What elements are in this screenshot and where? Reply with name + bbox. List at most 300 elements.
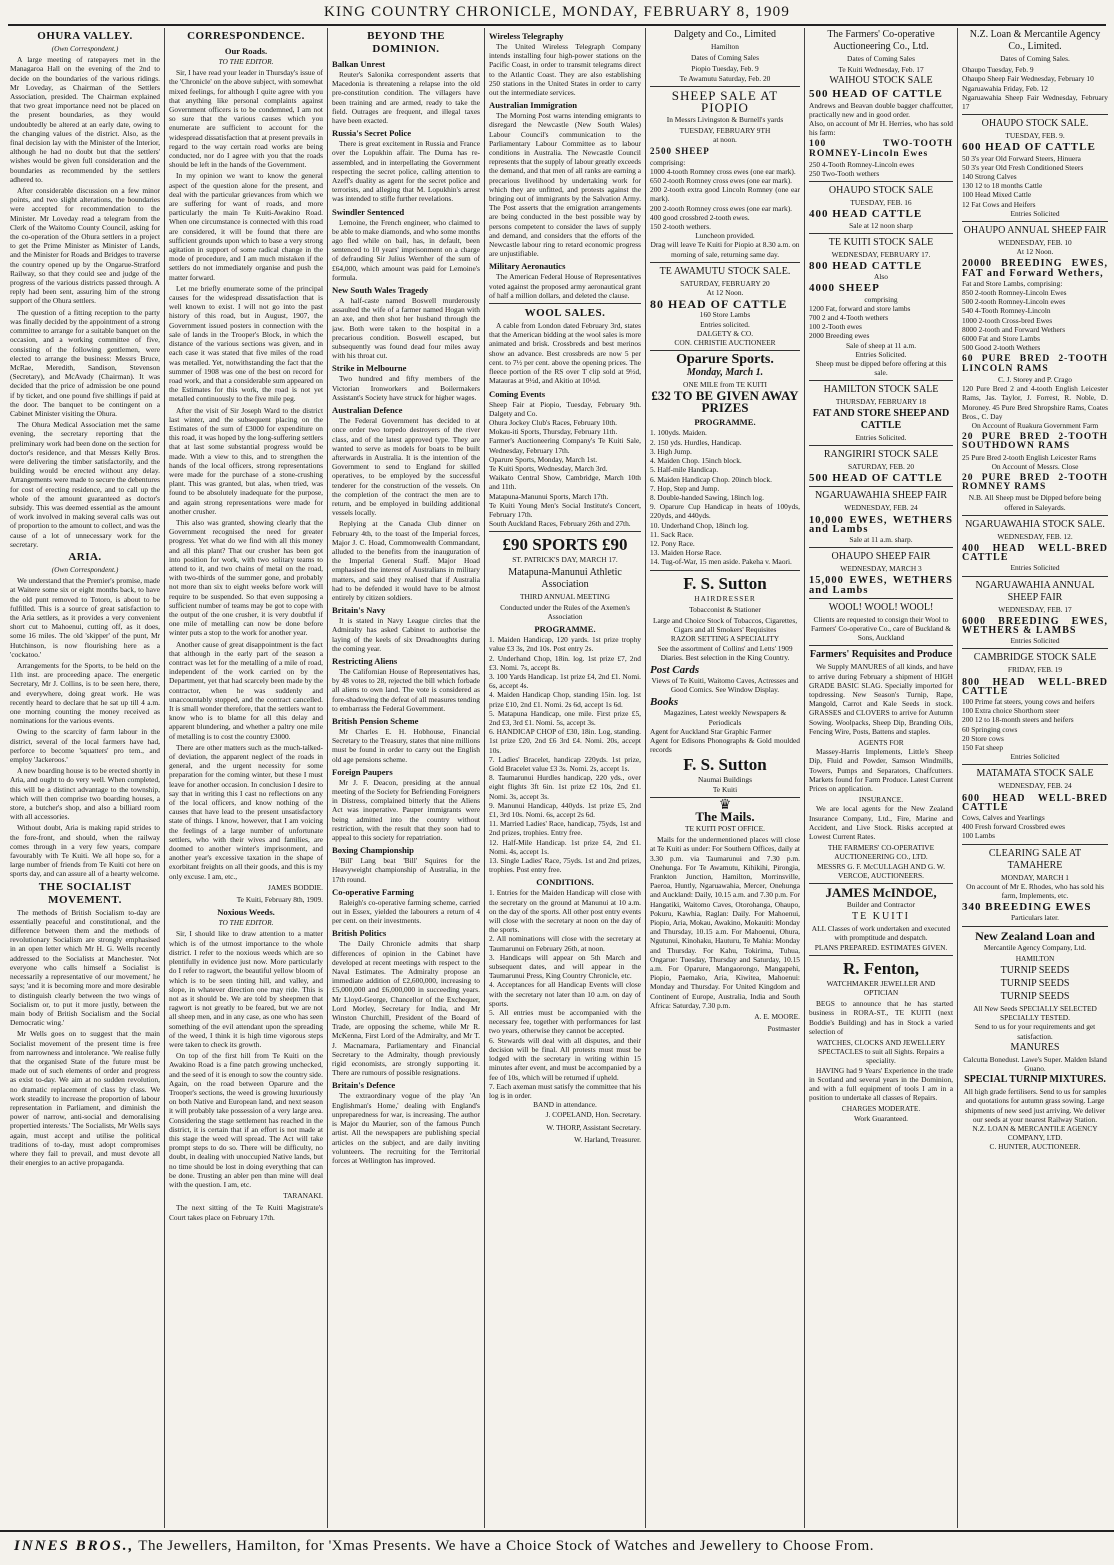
- column-wireless-sports: [489, 28, 641, 1525]
- lot-item: 1000 2-tooth Cross-bred Ewes: [962, 315, 1053, 325]
- sale-dates-list: [962, 65, 1108, 111]
- programme-item: 6. HANDICAP CHOP of £30, 18in. Log, standing. 1st prize £20, 2nd £6 3rd £4. Nomi. 20s, accept 10s.: [489, 727, 641, 755]
- news-paragraph: Replying at the Canada Club dinner on February 4th, to the toast of the Imperial forces, Major J. C. Hoad, Commonwealth Commandant, alluded to the benefits from the inauguration of the Imperial General Staff. Major Hoad emphasised the interest of Australians in military matters, and said they realised that if Australia had to be defended it would have to be almost entirely by citizen soldiers.: [332, 519, 480, 602]
- news-paragraph: Reuter's Salonika correspondent asserts that Macedonia is threatening a relapse into the old pre-constitution condition. The villagers have been training and are armed, ready to take the field. Outrages are frequent, and illegal taxes have been exacted.: [332, 70, 480, 126]
- lot-item: 1000 4-tooth Romney cross ewes (one ear mark).: [650, 166, 796, 176]
- letter-addressee: TO THE EDITOR.: [218, 918, 274, 928]
- news-heading: Foreign Paupers: [332, 766, 393, 777]
- lot-label: 20 PURE BRED 2-TOOTH ROMNEY RAMS: [962, 472, 1108, 493]
- lot: [962, 259, 1108, 277]
- news-heading: Strike in Melbourne: [332, 363, 407, 374]
- programme-heading: PROGRAMME.: [694, 417, 756, 428]
- letter-signature: JAMES BODDIE.: [267, 882, 323, 892]
- lot-item: 20 Store cows: [962, 733, 1004, 743]
- article-paragraph: Mr Wells goes on to suggest that the main Socialist movement of the present time is free from narrowness and intolerance. 'We realise fully that the organised State of the future must be made out of such elements of order and progress as exist to-day. We aim at no sudden revolution, no dramatic replacement of class by class. We work steadily to increase the proportion of labour representation in Parliament, and diminish the power of narrow, anti-social and demoralising propertied interests.' The Socialists, Mr Wells says again, must accept and utilise the political traditions of to-day, must adopt compromises where they fail to prevail, and must devote all their energies to an active propaganda.: [10, 1029, 160, 1168]
- entries-note: Entries solicited.: [700, 319, 750, 329]
- divider: [962, 576, 1108, 577]
- event-item: Ohura Jockey Club's Races, February 10th.: [489, 417, 617, 427]
- programme-item: 5. Matapuna Handicap, one mile. First prize £5, 2nd £3, 3rd £1. Nomi. 5s, accept 3s.: [489, 708, 641, 727]
- fenton-spectacles: SPECTACLES to suit all Sights. Repairs a speciality.: [817, 1047, 945, 1066]
- lot-item: 100 Head Mixed Cattle: [962, 190, 1032, 200]
- lot: [809, 262, 953, 271]
- nz-loan-town: HAMILTON: [1015, 953, 1055, 963]
- news-heading: Britain's Navy: [332, 605, 386, 616]
- divider: [962, 764, 1108, 765]
- condition-item: 4. Acceptances for all Handicap Events will close with the secretary not later than 10 a.m. on day of sports.: [489, 980, 641, 1008]
- news-paragraph: The Federal Government has decided to at once order two torpedo destroyers of the river class, and of the latest approved type. They are wanted to serve as models for boats to be built afterwards in Australia. It is the intention of the Government to send to England for skilled operatives, to be employed by the successful tenderer for the construction of the vessels. On the completion of the contract the men are to return, and be employed in building additional vessels locally.: [332, 416, 480, 518]
- sale-date: WEDNESDAY, FEB. 24: [844, 503, 918, 513]
- news-paragraph: There is great excitement in Russia and France over the Lopukhin affair. The Duma has re-assembled, and in interpellating the Government respecting the secret police, calling attention to Azeff's duality as agent for the secret police and terrorists, and alleging that M. Lopukhin's arrest was intended to stifle further revelations.: [332, 139, 480, 204]
- lot-text: 25 Pure Bred 2-tooth English Leicester Rams: [962, 452, 1097, 462]
- lot-item: 200 12 to 18-month steers and heifers: [962, 715, 1074, 725]
- post-cards-heading: Post Cards: [650, 663, 700, 676]
- lot-item: 540 4-Tooth Romney-Lincoln: [962, 306, 1051, 316]
- news-heading: Russia's Secret Police: [332, 128, 412, 139]
- divider: [489, 303, 641, 304]
- news-heading: Co-operative Farming: [332, 886, 414, 897]
- programme-item: 1. 100yds. Maiden.: [650, 428, 707, 438]
- lot-text: Fat and Store Lambs, comprising:: [962, 278, 1063, 288]
- sale-title: NGARUAWAHIA SHEEP FAIR: [815, 490, 947, 502]
- lot-account: On Account of Ruakura Government Farm: [971, 420, 1099, 430]
- programme-item: 4. Maiden Handicap Chop, standing 15in. log. 1st prize £10, 2nd £1. Nomi. 2s 6d, accept 1s 6d.: [489, 690, 641, 709]
- sale-date: WEDNESDAY, FEB. 24: [998, 781, 1072, 791]
- agents-heading: AGENTS FOR: [858, 737, 904, 747]
- news-heading: Military Aeronautics: [489, 261, 566, 272]
- divider: [962, 844, 1108, 845]
- entries-note: Entries Solicited: [1010, 208, 1060, 218]
- programme-item: 14. Tug-of-War, 15 men aside. Pakeha v. Maori.: [650, 557, 792, 567]
- masthead-rule: [8, 24, 1106, 26]
- letter-paragraph: There are other matters such as the much-talked-of deviation, the apparent neglect of the roads in general, and the urgent necessity for some preparation for the coming winter, but these I must leave for another occasion. In conclusion I desire to say that in writing this I cast no reflections on any of the local officers, and know nothing of the causes that have lead to the present unsatisfactory state of things. I know, however, that I am voicing the feelings of a large number of unfortunate settlers, who with their wives and families, are doomed to another winter's imprisonment, and another year's excessive taxation in the shape of exorbitant freights on all their goods, and this is my only excuse. I am, etc.,: [169, 742, 323, 881]
- lot-label: 20000 BREEDING EWES, FAT and Forward Wethers,: [962, 258, 1108, 279]
- divider: [962, 926, 1108, 927]
- lot-text: 120 Pure Bred 2 and 4-tooth English Leicester Rams, Jas. Taylor, J. Forrest, R. Noble, D. Moroney. 45 Pure Bred Shropshire Rams, Coates Bros., C. Day: [962, 384, 1108, 421]
- lot-item: comprising:: [650, 157, 686, 167]
- programme-item: 3. High Jump.: [650, 446, 692, 456]
- signature: W. Harland, Treasurer.: [574, 1134, 641, 1144]
- conditions-list: [489, 888, 641, 1100]
- signature: Postmaster: [767, 1024, 800, 1034]
- news-paragraph: Mr J. F. Deacon, presiding at the annual meeting of the Society for Befriending Foreigners in Distress, complained bitterly that the Aliens Act was inoperative. Pauper immigrants were being admitted into the country without restriction, with the result that they soon had to appeal to this society for repatriation.: [332, 777, 480, 843]
- lot: [809, 140, 953, 158]
- article-paragraph: We understand that the Premier's promise, made at Waitere some six or eight months back, to have the old punt removed to Totoro, is about to be fulfilled. This is a source of great satisfaction to the Aria settlers, as it provides a very convenient short cut to Mahoenui, cutting off, as it does, some 16 miles. The old 'skipper' of the punt, Mr Hutchinson, is now flourishing here as a 'cockatoo.': [10, 576, 160, 659]
- column-ohura: [10, 28, 160, 1525]
- sale-time: at noon.: [713, 135, 737, 145]
- programme-item: 8. Taumarunui Hurdles handicap, 220 yds., over eight flights 3ft 6in. 1st prize £2 10s, 2nd £1. Nomi. 3s, accept 3s.: [489, 773, 641, 801]
- programme-item: 10. Underhand Chop, 18inch log.: [650, 520, 749, 530]
- entries-note: Entries Solicited.: [855, 432, 907, 442]
- sheep-lot-label: 2500 SHEEP: [650, 146, 710, 157]
- column-divider: [957, 28, 958, 1528]
- programme-item: 2. 150 yds. Hurdles, Handicap.: [650, 437, 742, 447]
- lot-item: 400 Fresh forward Crossbred ewes: [962, 822, 1066, 832]
- column-beyond-dominion: [332, 28, 480, 1525]
- column-correspondence: [169, 28, 323, 1525]
- news-heading: Balkan Unrest: [332, 59, 386, 69]
- requisites-heading: Farmers' Requisites and Produce: [809, 649, 953, 661]
- divider: [809, 181, 953, 182]
- lot-item: 850 2-tooth Romney-Lincoln Ewes: [962, 288, 1067, 298]
- agent-note: Agent for Edisons Phonographs & Gold moulded records: [650, 735, 800, 755]
- sale-title: TE KUITI STOCK SALE: [828, 236, 934, 248]
- sutton-stock: Large and Choice Stock of Tobaccos, Cigarettes, Cigars and all Smokers' Requisites: [652, 615, 798, 635]
- fenton-text: HAVING had 9 Years' Experience in the trade in Scotland and several years in the Dominion, and with a full equipment of tools I am in a position to undertake all classes of Repairs.: [809, 1065, 953, 1103]
- ad-signature: CON. CHRISTIE AUCTIONEER: [674, 338, 776, 348]
- lot-label: FAT AND STORE SHEEP AND CATTLE: [812, 407, 950, 431]
- column-divider: [645, 28, 646, 1528]
- nz-loan-name: New Zealand Loan and: [975, 928, 1095, 943]
- sale-title: OHAUPO STOCK SALE.: [981, 118, 1089, 130]
- article-paragraph: A new boarding house is to be erected shortly in Aria, and ought to do very well. When completed, this will be a distinct advantage to the township, which will then comprise two boarding houses, a store, a butcher's shop, and also a billiard room with all accessories.: [10, 766, 160, 822]
- lot-item: 12 Fat Cows and Heifers: [962, 199, 1036, 209]
- dalgety-ad-town: Hamilton: [711, 42, 739, 51]
- lot-items: [962, 813, 1108, 841]
- divider: [809, 233, 953, 234]
- te-awamutu-sale-title: TE AWAMUTU STOCK SALE.: [659, 265, 791, 277]
- news-heading: Wireless Telegraphy: [489, 31, 564, 41]
- coming-events-list: [489, 400, 641, 529]
- lot-item: 500 Good 2-tooth Wethers: [962, 343, 1041, 353]
- programme-item: 4. Maiden Chop. 15inch block.: [650, 456, 742, 466]
- sale-date: Te Awamutu Saturday, Feb. 20: [679, 73, 771, 83]
- crown-emblem-icon: ♛: [718, 797, 732, 813]
- lot-items: [962, 154, 1108, 209]
- news-paragraph: The United Wireless Telegraph Company intends installing four high-power stations on the Pacific Coast, in order to transmit telegrams direct to the Atlantic Coast. They are also establishing 250 stations in the United States in order to carry out the intermediate services.: [489, 42, 641, 98]
- dates-heading: Dates of Coming Sales.: [1000, 54, 1070, 63]
- programme-item: 12. Pony Race.: [650, 538, 695, 548]
- lot-text: comprising: [864, 294, 898, 304]
- programme-item: 6. Maiden Handicap Chop. 20inch block.: [650, 474, 772, 484]
- fenton-stock: WATCHES, CLOCKS AND JEWELLERY: [816, 1038, 946, 1048]
- wool-text: Clients are requested to consign their Wool to Farmers' Co-operative Co., care of Buckland & Sons, Auckland: [810, 614, 952, 643]
- footer-advert: [0, 1530, 1114, 1555]
- sports-banner: £90 SPORTS £90: [502, 535, 628, 555]
- lot-item: 200 2-tooth extra good Lincoln Romney (one ear mark).: [650, 185, 800, 204]
- lot: [962, 433, 1108, 451]
- programme-list: [489, 635, 641, 874]
- lot-items: [962, 697, 1108, 752]
- programme-item: 13. Single Ladies' Race, 75yds. 1st and 2nd prizes, trophies. Post entry free.: [489, 856, 641, 875]
- farmers-ad-title: The Farmers' Co-operative Auctioneering Co., Ltd.: [827, 29, 935, 52]
- divider: [809, 645, 953, 646]
- lambs-lot: 160 Store Lambs: [699, 310, 751, 320]
- entries-note: Entries Solicited: [1010, 636, 1060, 646]
- sports-meeting: THIRD ANNUAL MEETING: [519, 591, 611, 601]
- lot: [962, 678, 1108, 696]
- masthead: KING COUNTRY CHRONICLE, MONDAY, FEBRUARY 8, 1909: [323, 4, 791, 20]
- programme-item: 11. Sack Race.: [650, 529, 694, 539]
- lot-text: C. J. Storey and P. Crago: [998, 374, 1072, 384]
- dip-note: Sheep must be dipped before offering at this sale.: [815, 359, 947, 378]
- lot-item: 100 2-Tooth ewes: [809, 322, 862, 332]
- turnip-seeds-text: All New Seeds SPECIALLY SELECTED SPECIALLY TESTED.: [973, 1004, 1097, 1023]
- sale-time: Sale at 12 noon sharp: [849, 220, 913, 230]
- condition-item: 1. Entries for the Maiden Handicap will close with the secretary on the ground at Manunui at 10 a.m. on the day of the sports. All other post entry events will close with the secretary at noon on the day of the sports.: [489, 888, 641, 935]
- ad-signature: MESSRS G. F. McCULLAGH AND G. W. VERCOE, AUCTIONEERS.: [817, 861, 945, 880]
- divider: [809, 955, 953, 956]
- sutton-diaries: See the assortment of Collins' and Letts' 1909 Diaries. Best selection in the King Country.: [657, 643, 793, 662]
- mcindoe-text: ALL Classes of work undertaken and executed with promptitude and despatch.: [811, 924, 951, 943]
- lot-text: On account of Mr E. Rhodes, who has sold his farm, Implements, etc.: [966, 881, 1104, 901]
- lot-account: On Account of Messrs. Close: [991, 461, 1079, 471]
- news-heading: Britain's Defence: [332, 1080, 396, 1091]
- news-paragraph: Raleigh's co-operative farming scheme, carried out in Essex, yielded the labourers a return of 4 per cent. on their investments.: [332, 897, 480, 926]
- insurance-text: We are local agents for the New Zealand Insurance Company, Ltd., Fire, Marine and Accident, and Live Stock. Risks accepted at Lowest Current Rates.: [809, 804, 953, 841]
- sale-date: TUESDAY, FEBRUARY 9TH: [679, 126, 771, 136]
- news-paragraph: The Californian House of Representatives has, by 48 votes to 28, rejected the bill which forbade all aliens to own land. The vote is considered as fore-shadowing the defeat of all measures tending to embarrass the Federal Government.: [332, 666, 480, 713]
- lot: [809, 516, 953, 534]
- sale-time: Sale of sheep at 11 a.m.: [845, 340, 917, 350]
- byline: (Own Correspondent.): [51, 44, 119, 53]
- news-paragraph: 'Bill' Lang beat 'Bill' Squires for the Heavyweight championship of Australia, in the 17th round.: [332, 856, 480, 884]
- sale-date: MONDAY, MARCH 1: [1001, 872, 1069, 882]
- news-heading: Restricting Aliens: [332, 655, 398, 666]
- divider: [650, 350, 800, 351]
- oparure-prize: £32 TO BE GIVEN AWAY PRIZES: [651, 388, 799, 416]
- notice-paragraph: The next sitting of the Te Kuiti Magistrate's Court takes place on February 17th.: [169, 1203, 323, 1222]
- lot: [962, 903, 1108, 912]
- aria-heading: ARIA.: [68, 550, 102, 563]
- sutton-town: Te Kuiti: [712, 784, 738, 794]
- column-nz-loan: [962, 28, 1108, 1525]
- lot-label: 600 HEAD OF CATTLE: [962, 141, 1096, 154]
- ad-signature: DALGETY & CO.: [696, 328, 754, 338]
- dates-heading: Dates of Coming Sales: [847, 54, 915, 63]
- lot-text: Particulars later.: [1010, 913, 1060, 923]
- sports-date: ST. PATRICK'S DAY, MARCH 17.: [512, 555, 618, 565]
- programme-item: 12. Half-Mile Handicap. 1st prize £4, 2nd £1. Nomi. 4s, accept 1s.: [489, 837, 641, 856]
- divider: [650, 86, 800, 87]
- article-paragraph: The methods of British Socialism to-day are essentially peaceful and constitutional, and the difference between them and the methods of revolutionary Socialism are strongly emphasised in an open letter which Mr H. G. Wells recently addressed to the Socialists at Manchester. 'Not everyone who calls himself a Socialist is necessarily a representative of our movement,' he says; 'and it is becoming more and more desirable to distinguish clearly between the two wings of Socialism or, to put it more justly, between the main body of British Socialism and the Social Democratic wing.': [10, 907, 160, 1028]
- wool-sales-heading: WOOL SALES.: [524, 307, 606, 320]
- lot-text: Andrews and Beavan double bagger chaffcutter, practically new and in good order.: [809, 100, 953, 119]
- books-text: Magazines, Latest weekly Newspapers & Periodicals: [663, 708, 787, 727]
- lot: [809, 576, 953, 594]
- agent-note: Agent for Auckland Star Graphic Farmer: [650, 726, 772, 736]
- lot-label: 500 HEAD OF CATTLE: [809, 472, 943, 485]
- oparure-sports-title: Oparure Sports.: [676, 352, 774, 368]
- books-heading: Books: [650, 696, 679, 709]
- fenton-text: BEGS to announce that he has started business in RORA-ST., TE KUITI (next Boddie's Building) and has in Stock a varied selection of: [809, 999, 953, 1036]
- divider: [809, 547, 953, 548]
- lot-items: [962, 288, 1108, 352]
- lot-item: 100 Lambs: [962, 831, 996, 841]
- divider: [962, 648, 1108, 649]
- fenton-guarantee: Work Guaranteed.: [854, 1113, 908, 1123]
- programme-item: 9. Manunui Handicap, 440yds. 1st prize £5, 2nd £1, 3rd 10s. Nomi. 6s, accept 2s 6d.: [489, 800, 641, 820]
- programme-item: 11. Married Ladies' Race, handicap, 75yds, 1st and 2nd prizes, trophies. Entry free.: [489, 819, 641, 838]
- lot: [809, 474, 953, 483]
- news-heading: Australian Defence: [332, 405, 403, 416]
- sale-title: CAMBRIDGE STOCK SALE: [973, 652, 1097, 664]
- sports-rules: Conducted under the Rules of the Axemen's Association: [500, 602, 630, 621]
- sheep-items: [650, 158, 800, 232]
- cattle-lot: [650, 297, 800, 312]
- lot-items: [809, 160, 953, 178]
- column-divider: [804, 28, 805, 1528]
- event-item: Te Kuiti Young Men's Social Institute's Concert, February 17th.: [489, 500, 641, 519]
- sale-title: CLEARING SALE AT TAMAHERE: [988, 847, 1082, 871]
- sale-date: WEDNESDAY, MARCH 3: [840, 564, 922, 574]
- sale-date: Ohaupo Tuesday, Feb. 9: [962, 65, 1034, 75]
- sale-title: OHAUPO ANNUAL SHEEP FAIR: [963, 225, 1107, 237]
- signature: W. THORP, Assistant Secretary.: [546, 1122, 641, 1132]
- article-paragraph: The Ohura Medical Association met the same evening, the secretary reporting that the preliminary work had been done on the section for doctor's residence, and that Messrs Kelly Bros. were delivering the timber satisfactorily, and the building would be erected without any delay. Arrangements were made to secure the debentures for cost of erecting residence, and to call up the whole of the amount guaranteed as doctor's subsidy. This was deemed essential as the amount of work involved in making several calls was out of proportion to the amount to collect, and was the cause of a lot of unnecessary work for the secretary.: [10, 420, 160, 549]
- sale-title: NGARUAWAHIA STOCK SALE.: [965, 518, 1105, 530]
- news-heading: British Pension Scheme: [332, 715, 419, 726]
- lot-item: 8000 2-tooth and Forward Wethers: [962, 324, 1066, 334]
- article-paragraph: The question of a fitting reception to the party was finally decided by the appointment of a strong committee to arrange for a suitable banquet on the occasion, and a working committee of five, consisting of the following gentlemen, were elected to arrange the business: Messrs Bruce, McRae, Meredith, Sandison, Stevenson (Secretary), and McAvady (Chairman). It was decided that the price of admission be one pound if by ticket, and one pound five shillings if paid at the door. The banquet to be contingent on a Cabinet Minister visiting the Ohura.: [10, 307, 160, 418]
- agents-text: Massey-Harris Implements, Little's Sheep Dip, Fluid and Powder, Samson Windmills, Towers, Pumps and Separators, Chaffcutters. Markets found for Farm Produce. Latest Current Prices on application.: [809, 747, 953, 793]
- dates-heading: Dates of Coming Sales: [691, 53, 759, 63]
- divider: [650, 262, 800, 263]
- lot-label: 340 BREEDING EWES: [962, 901, 1092, 914]
- lot-item: 700 2 and 4-Tooth wethers: [809, 313, 889, 323]
- dip-note: N.B. All Sheep must be Dipped before being offered in Saleyards.: [968, 493, 1102, 512]
- article-paragraph: Arrangements for the Sports, to be held on the 11th inst. are proceeding apace. The energetic Secretary, Mr J. Collins, is to be seen here, there, and everywhere, doing great work. He was recently heard to declare that he sat up till 4 a.m. one morning counting the money received as nominations for the various events.: [10, 661, 160, 726]
- article-paragraph: Owing to the scarcity of farm labour in the district, several of the local farmers have had, perforce to become 'squatters' pro tem., and employ 'Jackeroos.': [10, 727, 160, 765]
- article-paragraph: Without doubt, Aria is making rapid strides to the fore-front, and should, when the railway comes through in a very few years, compare favourably with Te Kuiti. We all hope so, for a large number of friends from Te Kuiti cot here on sports day, and can assure all of a hearty welcome.: [10, 823, 160, 879]
- condition-item: 7. Each axeman must satisfy the committee that his log is in order.: [489, 1081, 641, 1100]
- oparure-programme: [650, 428, 800, 566]
- news-heading: Swindler Sentenced: [332, 206, 405, 217]
- event-item: Farmer's Auctioneering Company's Te Kuiti Sale, Wednesday, February 17th.: [489, 436, 641, 455]
- event-item: Mokau-iti Sports, Thursday, February 11th.: [489, 427, 618, 437]
- letter-addressee: TO THE EDITOR.: [218, 57, 274, 66]
- sale-date: Piopio Tuesday, Feb. 9: [691, 64, 759, 74]
- divider: [962, 515, 1108, 516]
- condition-item: 5. All entries must be accompanied with the necessary fee, together with performances for last two years, otherwise they cannot be accepted.: [489, 1008, 641, 1036]
- event-item: Te Kuiti Sports, Wednesday, March 3rd.: [489, 463, 608, 473]
- cattle-lot-label: 80 HEAD OF CATTLE: [650, 297, 788, 312]
- requisites-text: We Supply MANURES of all kinds, and have to arrive during February a shipment of HIGH GRADE BASIC SLAG. Specially imported for topdressing. New Season's Turnip, Rape, Mangold, Carrot and Kale Seeds in stock. GRASSES and CLOVERS to arrive for Autumn Sowing. Woolpacks, Sheep Dip, Branding Oils, Fencing Wire, Posts, Battens and staples.: [809, 662, 953, 736]
- lot-label: 15,000 EWES, WETHERS and Lambs: [809, 575, 953, 596]
- lot-item: Cows, Calves and Yearlings: [962, 813, 1045, 822]
- entries-note: Entries Solicited.: [855, 349, 907, 359]
- sale-date: FRIDAY, FEB. 19: [1007, 665, 1063, 675]
- nz-loan-ad-title: N.Z. Loan & Mercantile Agency Co., Limited.: [969, 29, 1101, 52]
- sports-association: Matapuna-Manunui Athletic Association: [508, 566, 622, 590]
- company-name: THE FARMERS' CO-OPERATIVE AUCTIONEERING CO., LTD.: [827, 843, 935, 862]
- news-heading: Boxing Championship: [332, 845, 414, 856]
- letter-signature: TARANAKI.: [283, 1191, 323, 1201]
- news-paragraph: Two hundred and fifty members of the Victorian Ironworkers and Boilermakers Assistant's Society have struck for higher wages.: [332, 374, 480, 402]
- lot: [962, 544, 1108, 562]
- condition-item: 3. Handicaps will appear on 5th March and subsequent dates, and will appear in the Taumarunui Press, King Country Chronicle, etc.: [489, 952, 641, 981]
- lot-label: 10,000 EWES, WETHERS and Lambs: [809, 514, 953, 535]
- lot-label: 800 HEAD WELL-BRED CATTLE: [962, 676, 1108, 697]
- fenton-charges: CHARGES MODERATE.: [841, 1104, 921, 1114]
- lot-item: 6000 Fat and Store Lambs: [962, 334, 1041, 344]
- programme-item: 1. Maiden Handicap, 120 yards. 1st prize trophy value £3 3s, 2nd 10s. Post entry 2s.: [489, 635, 641, 654]
- programme-item: 2. Underhand Chop, 18in. log. 1st prize £7, 2nd £3. Nomi. 7s, accept 8s.: [489, 653, 641, 672]
- lot-item: 60 Springing cows: [962, 724, 1018, 734]
- ohura-valley-heading: OHURA VALLEY.: [37, 30, 133, 42]
- lot-label: 800 HEAD CATTLE: [809, 260, 923, 273]
- sutton-trade: Tobacconist & Stationer: [689, 604, 761, 614]
- divider: [809, 380, 953, 381]
- lot-item: 1200 Fat, forward and store lambs: [809, 303, 911, 313]
- mixtures-text: All high grade fertilisers. Send to us for samples and quotations for autumn grass sowing. Large shipments of new seed just arriving. We deliver our seeds at your nearest Railway Station.: [963, 1087, 1107, 1124]
- lot-label: 600 HEAD WELL-BRED CATTLE: [962, 792, 1108, 813]
- news-paragraph: Lemoine, the French engineer, who claimed to be able to make diamonds, and who some months ago fled while on bail, has, in default, been sentenced to 10 years' imprisonment on a charge of defrauding Sir Julius Wernher of the sum of £64,000, which amount was paid for Lemoine's formula.: [332, 217, 480, 282]
- turnip-seeds-line: TURNIP SEEDS: [1000, 978, 1070, 990]
- fenton-trade: WATCHMAKER JEWELLER AND OPTICIAN: [826, 978, 936, 998]
- lot-label: 500 HEAD OF CATTLE: [809, 88, 943, 101]
- coming-events-heading: Coming Events: [489, 388, 546, 399]
- sale-title: HAMILTON STOCK SALE: [823, 384, 939, 396]
- sheep-lot: [650, 147, 800, 156]
- column-dalgety-sutton: [650, 28, 800, 1525]
- event-item: South Auckland Races, February 26th and 27th.: [489, 519, 631, 529]
- sale-yards: In Messrs Livingston & Burnell's yards: [666, 114, 784, 124]
- lot-item: 500 2-tooth Romney-Lincoln ewes: [962, 297, 1066, 307]
- nz-loan-subtitle: Mercantile Agency Company, Ltd.: [983, 942, 1087, 952]
- column-divider: [327, 28, 328, 1528]
- luncheon-note: Luncheon provided.: [695, 231, 755, 241]
- letter-paragraph: Another cause of great disappointment is the fact that although in the early part of the season a contract was let for the metalling of a mile of road, independent of the work carried on by the Department, yet that had scarcely been made by the contractor, when he was suddenly and unaccountably stopped, and the contract cancelled. It is small wonder therefore, that the settlers want to know who is to blame for all this delay and apparent blundering, and whether a paltry one mile of metalling is to cost the country £3000.: [169, 639, 323, 741]
- dalgety-ad-title: Dalgety and Co., Limited: [674, 29, 776, 40]
- letter-paragraph: In my opinion we want to know the general aspect of the question alone for the present, and deal with the particular grievances from which we are suffering for want of roads, and more particularly the main Te Kuiti-Awakino Road. When one circumstance is connected with this road are considered, it will be found that there are sufficient grounds upon which to base a very strong agitation in support of some radical change in the mode of procedure, and I am much mistaken if the settlers do not immediately organise and push the matter forward.: [169, 171, 323, 282]
- lot-label: 6000 BREEDING EWES, WETHERS & LAMBS: [962, 615, 1108, 636]
- event-item: Oparure Sports, Monday, March 1st.: [489, 454, 598, 464]
- programme-item: 8. Double-handed Sawing, 18inch log.: [650, 492, 764, 502]
- entries-note: Entries Solicited: [1010, 563, 1060, 573]
- sutton-address: Naumai Buildings: [698, 775, 752, 785]
- programme-item: 13. Maiden Horse Race.: [650, 548, 722, 558]
- programme-item: 7. Ladies' Bracelet, handicap 220yds. 1st prize, Gold Bracelet value £3 3s. Nomi. 2s, accept 1s.: [489, 754, 641, 773]
- article-paragraph: After considerable discussion on a few minor points, and two slight alterations, the boundaries were accepted for recommendation to the Minister. Mr Loveday read a telegram from the Clerk of the Waitomo County Council, asking for the co-operation of the Ohura settlers in a project to get the Prime Minister as Minister of Lands, and the Minister for Roads and Bridges to traverse the country opened up by the Ongarue-Stratford Railway, so that they could see and judge of the progress of the various districts passed through. A reply had been sent, assuring him of the strong support of the Ohura settlers.: [10, 186, 160, 306]
- sale-date: WEDNESDAY, FEB. 12.: [997, 531, 1073, 541]
- sale-date: SATURDAY, FEBRUARY 20: [680, 278, 770, 288]
- lot: [809, 210, 953, 219]
- turnip-seeds-line: TURNIP SEEDS: [1000, 965, 1070, 977]
- mails-text: Mails for the undermentioned places will close at Te Kuiti as under: For Southern Offices, daily at 3.30 p.m. via Taumarunui and 7.30 p.m. Onehunga. For Te Awamutu, Kihikihi, Pirongia, Frankton Junction, Hamilton, Morrinsville, Paeroa, Huntly, Ngaruawahia, Mercer, Onehunga and Auckland: Daily, 10.15 a.m. and 7.30 p.m. For Hangatiki, Waitomo Caves, Otorohanga, Ohaupo, Pokuru, Kawhia, Raglan: Daily. For Mahoenui, Piopio, Aria, Mokau, Awakino, Mokauiti: Monday and Thursday, 10.15 a.m. For Mahoenui, Ohura, Ngutunui, Kinohaku, Hauturu, Te Mahia: Monday and Thursday. For Kahu, Tokirima, Tuhua, Ongarue: Tuesday, Thursday and Saturday, 10.15 a.m. For Oparure, Mangaorongo, Mangapehi, Piopio, Paemako, Aria, Kiwitea, Mahoenui: Monday and Thursday. For United Kingdom and Continent of Europe, Australia, India and South Africa: Saturday, 7.30 p.m.: [650, 835, 800, 1010]
- sale-date: THURSDAY, FEBRUARY 18: [835, 397, 927, 407]
- sale-date: Ohaupo Sheep Fair Wednesday, February 10: [962, 74, 1094, 84]
- sutton-razor: RAZOR SETTING A SPECIALITY: [670, 634, 780, 644]
- lot-label: 400 HEAD CATTLE: [809, 208, 923, 221]
- mcindoe-plans: PLANS PREPARED. ESTIMATES GIVEN.: [814, 942, 948, 952]
- correspondence-heading: CORRESPONDENCE.: [187, 30, 305, 42]
- mcindoe-town: TE KUITI: [852, 911, 910, 923]
- letter-paragraph: This also was granted, showing clearly that the Government recognised the need for greater progress. Yet what do we find with all this money and all this plant? That our crusher has been got into position for work, with two solitary teams to attend to it, and two chains of metal on the road, with two-thirds of the summer gone, and probably not more than six to eight weeks before work will require to be suspended. So that even supposing a sufficient number of teams may be got to cope with the output of the one crusher, it is very doubtful if one mile of metalling can now be done before winter puts a stop to the work for another year.: [169, 517, 323, 638]
- mails-title: The Mails.: [695, 808, 755, 824]
- sutton-trade: HAIRDRESSER: [694, 593, 756, 603]
- mcindoe-trade: Builder and Contractor: [846, 900, 916, 909]
- programme-item: 7. Hop, Step and Jump.: [650, 483, 720, 493]
- news-paragraph: Mr Charles E. H. Hobhouse, Financial Secretary to the Treasury, states that nine millions must be found in order to carry out the English old age pensions scheme.: [332, 726, 480, 764]
- band-note: BAND in attendance.: [533, 1100, 597, 1110]
- lot: [962, 794, 1108, 812]
- lot-item: 50 3's year Old Fresh Conditioned Steers: [962, 162, 1084, 172]
- lot: [962, 474, 1108, 492]
- sutton-ad-title: F. S. Sutton: [683, 573, 767, 593]
- news-paragraph: The extraordinary vogue of the play 'An Englishman's Home,' dealing with England's unpreparedness for war, is increasing. The author is Major du Maurier, son of the famous Punch artist. All the newspapers are publishing special articles on the subject, and are daily inviting volunteers. The recruiting for the Territorial forces at Wellington has improved.: [332, 1091, 480, 1165]
- event-item: Sheep Fair at Piopio, Tuesday, February 9th. Dalgety and Co.: [489, 399, 641, 418]
- letter-paragraph: After the visit of Sir Joseph Ward to the district last winter, and the subsequent placing on the Estimates of the sum of £3000 for expenditure on this road, it was hoped by the long-suffering settlers that at last some substantial progress would be made. With a view to this, and to strengthen the hands of the local officers, strong representations were made for the purchase of a stone-crushing plant. This was granted, but alas, when tried, was found to be absolutely inadequate for the purpose, and again strong representations were made for another crusher.: [169, 405, 323, 516]
- letter-paragraph: Let me briefly enumerate some of the principal causes for the widespread dissatisfaction that is well known to exist. I will not go into the past history of this road, but in August, 1907, the Government issued posters in connection with the sale of lands in the Trooper's Block, in which the distance of the various sections was given, and in each case it was stated that five miles of the road was metalled. Yet, notwithstanding the fact that the summer of 1908 was one of the best on record for road work, and that a considerable sum appeared on the Estimates for this work, the road is not yet metalled continuously to the five mile peg.: [169, 283, 323, 404]
- condition-item: 6. Stewards will deal with all disputes, and their decision will be final. All protests must must be lodged with the secretary in writing within 15 minutes after event, and must be accompanied by a fee of 10s, which will be returned if upheld.: [489, 1035, 641, 1082]
- signature: J. COPELAND, Hon. Secretary.: [545, 1110, 641, 1120]
- news-heading: Australian Immigration: [489, 100, 578, 111]
- ad-signature: C. HUNTER, AUCTIONEER.: [989, 1142, 1081, 1152]
- programme-item: 9. Oparure Cup Handicap in heats of 100yds, 220yds, and 440yds.: [650, 502, 800, 521]
- mcindoe-ad-title: JAMES McINDOE,: [825, 885, 937, 900]
- footer-brand: INNES BROS.,: [14, 1538, 135, 1554]
- also-label: Also: [874, 272, 888, 282]
